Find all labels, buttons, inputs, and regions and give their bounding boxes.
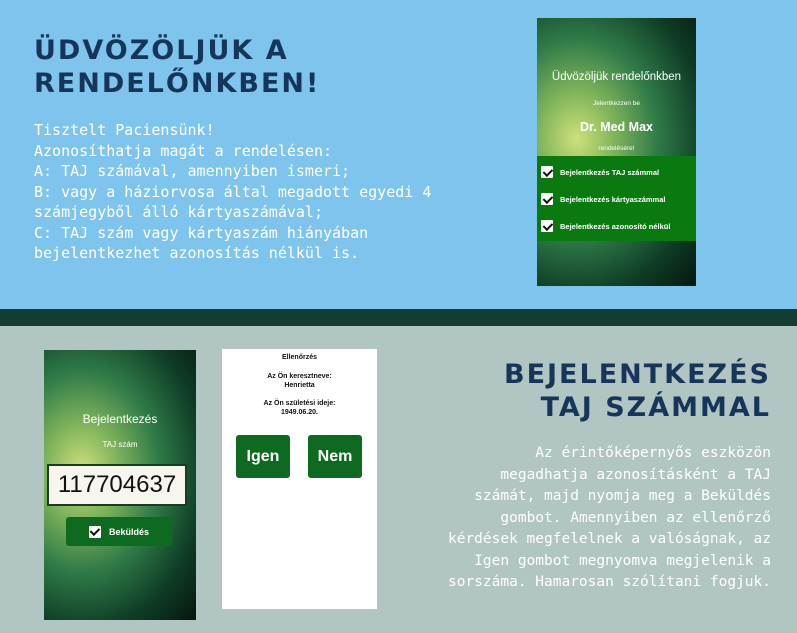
- intro-line: Tisztelt Paciensünk!: [34, 121, 215, 139]
- checkbox-icon: [541, 220, 553, 232]
- taj-login-heading: [504, 358, 771, 424]
- intro-text: [34, 120, 474, 264]
- description-line: kérdések megfelelnek a valóságnak, az: [447, 531, 771, 547]
- option-label: Bejelentkezés azonosító nélkül: [560, 221, 671, 231]
- welcome-heading-line: RENDELŐNKBEN!: [34, 68, 321, 99]
- yes-button[interactable]: Igen: [236, 435, 290, 478]
- intro-line: B: vagy a háziorvosa által megadott egyedi 4: [34, 182, 432, 201]
- taj-label: TAJ szám: [102, 440, 138, 449]
- check-screen-title: Ellenőrzés: [281, 354, 317, 361]
- taj-login-description: [371, 443, 771, 594]
- send-button[interactable]: [66, 517, 172, 546]
- login-screen-mockup: [44, 350, 196, 620]
- intro-line: A: TAJ számával, amennyiben ismeri;: [34, 162, 351, 180]
- send-button-label: Beküldés: [108, 526, 150, 537]
- welcome-screen-title: Üdvözöljük rendelőnkben: [551, 71, 682, 83]
- option-no-id[interactable]: [541, 217, 670, 235]
- description-line: számát, majd nyomja meg a Beküldés: [474, 488, 771, 504]
- intro-line: Azonosíthatja magát a rendelésen:: [34, 141, 333, 160]
- first-name-value: Henrietta: [284, 382, 315, 389]
- option-label: Bejelentkezés kártyaszámmal: [560, 194, 666, 204]
- no-button[interactable]: Nem: [308, 435, 362, 478]
- birth-date-value: 1949.06.20.: [281, 409, 318, 416]
- taj-login-heading-line: BEJELENTKEZÉS: [503, 359, 771, 390]
- doctor-suffix: rendelésére!: [598, 145, 635, 152]
- welcome-heading: [34, 34, 320, 100]
- welcome-heading-line: ÜDVÖZÖLJÜK A: [34, 35, 289, 66]
- checkbox-icon: [541, 166, 553, 178]
- taj-login-heading-line: TAJ SZÁMMAL: [540, 392, 771, 423]
- welcome-screen-mockup: [537, 18, 696, 286]
- description-line: Az érintőképernyős eszközön: [535, 445, 771, 461]
- option-card[interactable]: [541, 190, 665, 208]
- option-taj[interactable]: [541, 163, 659, 181]
- description-line: megadhatja azonosításként a TAJ: [500, 466, 771, 483]
- intro-line: C: TAJ szám vagy kártyaszám hiányában: [34, 223, 369, 242]
- checkbox-icon: [541, 193, 553, 205]
- intro-line: bejelentkezhet azonosítás nélkül is.: [34, 244, 360, 262]
- description-line: gombot. Amennyiben az ellenőrző: [500, 509, 771, 526]
- description-line: Igen gombot megnyomva megjelenik a: [474, 552, 771, 569]
- login-prompt: Jelentkezzen be: [593, 100, 640, 107]
- section-divider: [0, 309, 797, 326]
- login-option-list: [537, 156, 696, 241]
- intro-line: számjegyből álló kártyaszámával;: [34, 203, 323, 221]
- description-line: sorszáma. Hamarosan szólítani fogjuk.: [447, 574, 771, 590]
- birth-date-question: Az Ön születési ideje:: [263, 400, 336, 407]
- taj-input[interactable]: 117704637: [47, 464, 187, 506]
- check-screen-mockup: [222, 349, 377, 609]
- first-name-question: Az Ön keresztneve:: [267, 373, 332, 380]
- option-label: Bejelentkezés TAJ számmal: [560, 167, 660, 177]
- checkbox-icon: [89, 526, 101, 538]
- login-screen-title: Bejelentkezés: [82, 412, 158, 426]
- doctor-name: Dr. Med Max: [580, 120, 653, 134]
